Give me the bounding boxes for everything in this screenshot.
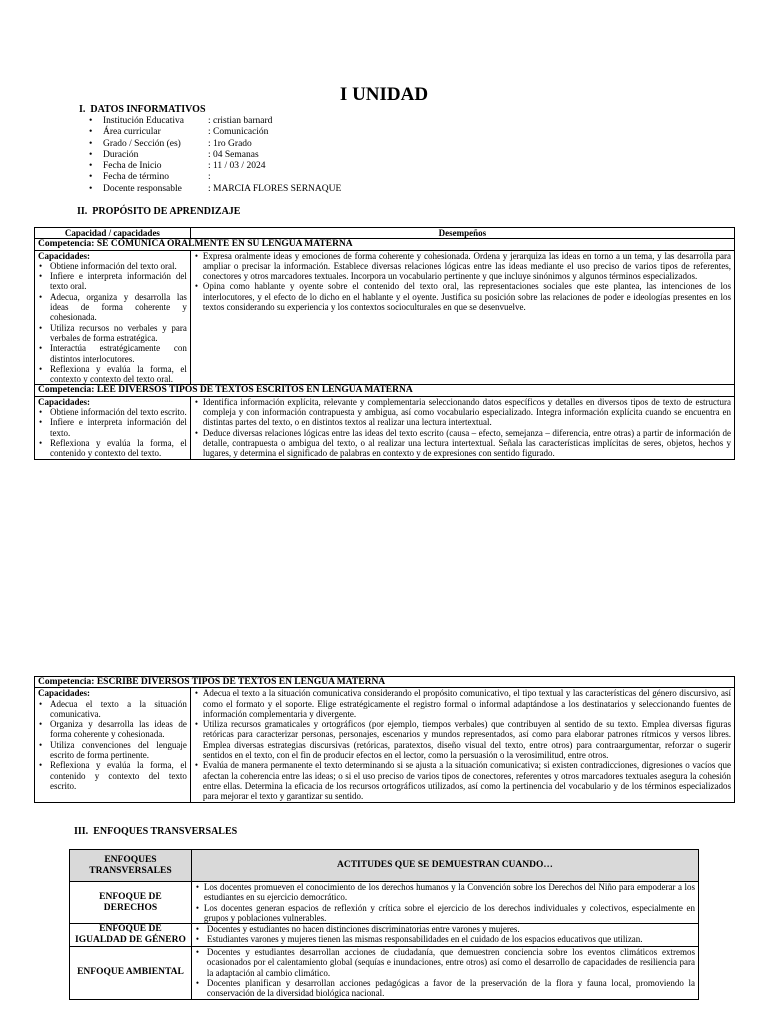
info-row: • Institución Educativa : cristian barnard [89, 116, 273, 126]
enfoques-table [69, 849, 699, 1000]
list-item: • Reflexiona y evalúa la forma, el contenido y contexto del texto. [38, 438, 187, 459]
list-item: • Infiere e interpreta información del texto. [38, 417, 187, 438]
competencias-table-2 [34, 676, 735, 803]
desempenos-escribe [190, 688, 734, 802]
capacidades-escribe: Capacidades: • Adecua el texto a la situación comunicativa. • Organiza y desarrolla las ideas de forma coherente y cohesionada. • Utiliza convenciones del lenguaje escrito de forma pertinente. • Reflexiona y evalúa la forma, el contenido y contexto del texto escrito. [35, 688, 191, 802]
info-list [89, 116, 341, 195]
competencia-oral-header: Competencia: SE COMUNICA ORALMENTE EN SU LENGUA MATERNA [35, 239, 735, 250]
competencia-escribe-header: Competencia: ESCRIBE DIVERSOS TIPOS DE TEXTOS EN LENGUA MATERNA [35, 677, 735, 688]
actitudes-ambiental [191, 947, 698, 999]
list-item: • Reflexiona y evalúa la forma, el contexto y contexto del texto oral. [38, 364, 187, 385]
desempenos-lee [190, 396, 734, 459]
list-item: • Adecua el texto a la situación comunicativa. [38, 699, 187, 720]
capacidades-lee: Capacidades: • Obtiene información del texto escrito. • Infiere e interpreta información del texto. • Reflexiona y evalúa la forma, el contenido y contexto del texto. [35, 396, 191, 459]
list-item: • Identifica información explícita, relevante y complementaria seleccionando datos específicos y detalles en diversos tipos de texto de estructura compleja y con información contrapuesta y ambigua, así como vocabulario especializado. Integra información explícita cuando se encuentra en distintas partes del texto, o en distintos textos al realizar una lectura intertextual. [194, 397, 731, 428]
section-number: I. [79, 104, 86, 115]
enfoque-derechos: ENFOQUE DE DERECHOS [70, 882, 192, 924]
section-enfoques: III. ENFOQUES TRANSVERSALES [74, 826, 238, 837]
list-item: • Expresa oralmente ideas y emociones de forma coherente y cohesionada. Ordena y jerarquiza las ideas en torno a un tema, y las desarrolla para ampliar o precisar la información. Establece diversas relaciones lógicas entre las ideas mediante el uso preciso de varios tipos de referentes, conectores y otros marcadores textuales. Incorpora un vocabulario pertinente y que incluye sinónimos y algunos términos especializados. [194, 251, 731, 282]
list-item: • Docentes y estudiantes no hacen distinciones discriminatorias entre varones y mujeres. [195, 924, 695, 934]
list-item: • Obtiene información del texto escrito. [38, 407, 187, 417]
list-item: • Interactúa estratégicamente con distintos interlocutores. [38, 343, 187, 364]
list-item: • Estudiantes varones y mujeres tienen las mismas responsabilidades en el cuidado de los espacios educativos que utilizan. [195, 934, 695, 944]
info-row: • Grado / Sección (es) : 1ro Grado [89, 138, 252, 149]
desempenos-oral [190, 250, 734, 385]
header-desempenos: Desempeños [190, 228, 734, 239]
list-item: • Docentes planifican y desarrollan acciones pedagógicas a favor de la preservación de la flora y fauna local, promoviendo la conservación de la diversidad biológica nacional. [195, 978, 695, 999]
section-title: DATOS INFORMATIVOS [90, 104, 206, 115]
header-enfoques: ENFOQUES TRANSVERSALES [70, 850, 192, 882]
info-row: • Duración : 04 Semanas [89, 149, 259, 160]
list-item: • Utiliza convenciones del lenguaje escrito de forma pertinente. [38, 740, 187, 761]
actitudes-igualdad-genero [191, 924, 698, 947]
enfoque-ambiental: ENFOQUE AMBIENTAL [70, 947, 192, 999]
list-item: • Adecua el texto a la situación comunicativa considerando el propósito comunicativo, el tipo textual y las características del género discursivo, así como el formato y el soporte. Elige estratégicamente el registro formal o informal adaptándose a los destinatarios y seleccionando fuentes de información complementaria y divergente. [194, 688, 731, 719]
competencias-table-1 [34, 227, 735, 460]
list-item: • Los docentes generan espacios de reflexión y crítica sobre el ejercicio de los derechos individuales y colectivos, especialmente en grupos y poblaciones vulnerables. [195, 903, 695, 924]
list-item: • Evalúa de manera permanente el texto determinando si se ajusta a la situación comunicativa; si existen contradicciones, digresiones o vacíos que afectan la coherencia entre las ideas; o si el uso preciso de varios tipos de conectores, referentes y otros marcadores textuales asegura la cohesión entre ellas. Determina la eficacia de los recursos ortográficos utilizados, así como la pertinencia del vocabulario y de los términos especializados para mejorar el texto y garantizar su sentido. [194, 760, 731, 801]
list-item: • Los docentes promueven el conocimiento de los derechos humanos y la Convención sobre los Derechos del Niño para empoderar a los estudiantes en su ejercicio democrático. [195, 882, 695, 903]
document-title: I UNIDAD [339, 84, 429, 105]
list-item: • Infiere e interpreta información del texto oral. [38, 271, 187, 292]
list-item: • Docentes y estudiantes desarrollan acciones de ciudadanía, que demuestren conciencia sobre los eventos climáticos extremos ocasionados por el calentamiento global (sequías e inundaciones, entre otros) así como el desarrollo de capacidades de resiliencia para la adaptación al cambio climático. [195, 947, 695, 978]
info-row: • Fecha de término : [89, 172, 211, 183]
section-proposito: II. PROPÓSITO DE APRENDIZAJE [77, 206, 241, 217]
info-row: • Docente responsable : MARCIA FLORES SERNAQUE [89, 183, 342, 194]
list-item: • Organiza y desarrolla las ideas de forma coherente y cohesionada. [38, 719, 187, 740]
list-item: • Utiliza recursos no verbales y para verbales de forma estratégica. [38, 323, 187, 344]
section-datos-informativos [79, 104, 206, 115]
header-capacidades: Capacidad / capacidades [35, 228, 191, 239]
list-item: • Opina como hablante y oyente sobre el contenido del texto oral, las representaciones sociales que este plantea, las intenciones de los interlocutores, y el efecto de lo dicho en el hablante y el oyente. Justifica su posición sobre las relaciones de poder e ideologías presentes en los textos considerando su experiencia y los contextos socioculturales en que se desenvuelve. [194, 281, 731, 312]
info-row: • Área curricular : Comunicación [89, 127, 269, 138]
enfoque-igualdad-genero: ENFOQUE DE IGUALDAD DE GÉNERO [70, 924, 192, 947]
list-item: • Obtiene información del texto oral. [38, 261, 187, 271]
header-actitudes: ACTITUDES QUE SE DEMUESTRAN CUANDO… [191, 850, 698, 882]
list-item: • Utiliza recursos gramaticales y ortográficos (por ejemplo, tiempos verbales) que contribuyen al sentido de su texto. Emplea diversas figuras retóricas para caracterizar personas, personajes, escenarios y mundos representados, así como para elaborar patrones rítmicos y versos libres. Emplea diversas estrategias discursivas (retóricas, paratextos, diseño visual del texto, entre otros) para contraargumentar, reforzar o sugerir sentidos en el texto, con el fin de producir efectos en el lector, como la persuasión o la verosimilitud, entre otros. [194, 719, 731, 760]
capacidades-oral: Capacidades: • Obtiene información del texto oral. • Infiere e interpreta información del texto oral. • Adecua, organiza y desarrolla las ideas de forma coherente y cohesionada. • Utiliza recursos no verbales y para verbales de forma estratégica. • Interactúa estratégicamente con distintos interlocutores. • Reflexiona y evalúa la forma, el contexto y contexto del texto oral. [35, 250, 191, 385]
list-item: • Deduce diversas relaciones lógicas entre las ideas del texto escrito (causa – efecto, semejanza – diferencia, entre otras) a partir de información de detalle, contrapuesta o ambigua del texto, o al realizar una lectura intertextual. Señala las características implícitas de seres, objetos, hechos y lugares, y determina el significado de palabras en contexto y de expresiones con sentido figurado. [194, 428, 731, 459]
list-item: • Reflexiona y evalúa la forma, el contenido y contexto del texto escrito. [38, 760, 187, 791]
actitudes-derechos [191, 882, 698, 924]
competencia-lee-header: Competencia: LEE DIVERSOS TIPOS DE TEXTOS ESCRITOS EN LENGUA MATERNA [35, 385, 735, 396]
list-item: • Adecua, organiza y desarrolla las ideas de forma coherente y cohesionada. [38, 292, 187, 323]
info-row: • Fecha de Inicio : 11 / 03 / 2024 [89, 161, 266, 172]
